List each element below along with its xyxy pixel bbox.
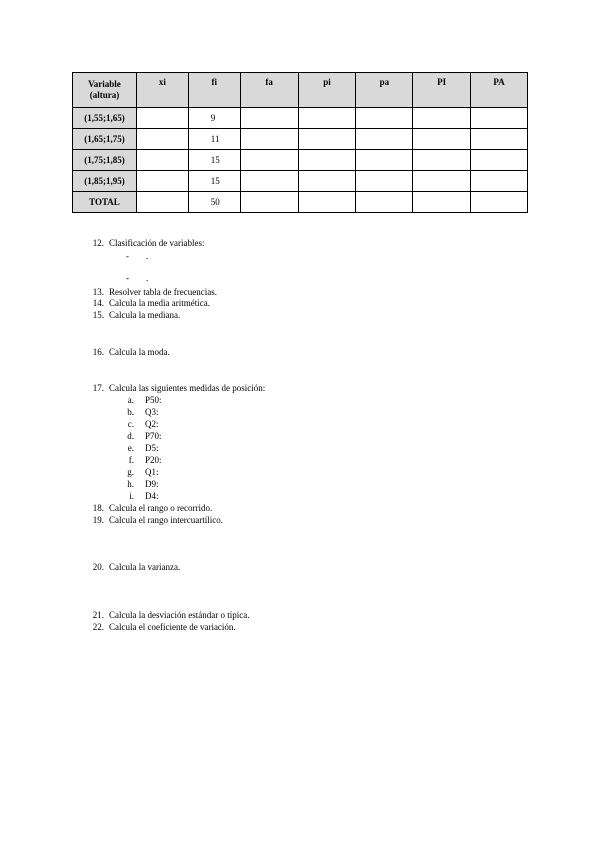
frequency-table	[72, 72, 528, 213]
cell-PA	[471, 108, 528, 129]
cell-pa	[356, 171, 413, 192]
header-variable	[73, 73, 137, 108]
row-label: (1,75;1,85)	[73, 150, 137, 171]
cell-pa	[356, 150, 413, 171]
sub-text: Q3:	[145, 407, 159, 417]
cell-PA	[471, 150, 528, 171]
row-label: (1,65;1,75)	[73, 129, 137, 150]
item-number: 22.	[92, 622, 104, 632]
table-row	[73, 171, 528, 192]
header-fa: fa	[240, 73, 298, 108]
cell-fi: 11	[188, 129, 240, 150]
table-total-row	[73, 192, 528, 213]
item-text: Calcula las siguientes medidas de posición:	[109, 383, 266, 393]
sub-text: D4:	[145, 491, 159, 501]
header-pa: pa	[356, 73, 413, 108]
item-number: 14.	[92, 298, 104, 308]
table-row	[73, 150, 528, 171]
sub-text: Q2:	[145, 419, 159, 429]
item-number: 16.	[92, 347, 104, 357]
sub-text: P70:	[145, 431, 162, 441]
item-number: 21.	[92, 610, 104, 620]
item-text: Calcula la varianza.	[109, 562, 181, 572]
row-label: (1,55;1,65)	[73, 108, 137, 129]
sub-text: P20:	[145, 455, 162, 465]
cell-xi	[136, 129, 188, 150]
cell-fa	[240, 108, 298, 129]
cell-fa	[240, 192, 298, 213]
cell-PI	[413, 129, 471, 150]
cell-fa	[240, 171, 298, 192]
item-number: 13.	[92, 287, 104, 297]
item-text: Calcula el coeficiente de variación.	[109, 622, 236, 632]
cell-xi	[136, 192, 188, 213]
total-label: TOTAL	[73, 192, 137, 213]
sub-text: D9:	[145, 479, 159, 489]
row-label: (1,85;1,95)	[73, 171, 137, 192]
sub-letter: e.	[127, 443, 134, 453]
header-xi: xi	[136, 73, 188, 108]
bullet-dash: -	[126, 251, 129, 261]
item-number: 18.	[92, 503, 104, 513]
header-fi: fi	[188, 73, 240, 108]
sub-letter: d.	[127, 431, 134, 441]
cell-pi	[298, 171, 356, 192]
cell-PA	[471, 171, 528, 192]
table-row	[73, 108, 528, 129]
item-text: Calcula el rango intercuartílico.	[109, 515, 223, 525]
item-text: Calcula la media aritmética.	[109, 298, 210, 308]
item-number: 17.	[92, 383, 104, 393]
cell-pa	[356, 108, 413, 129]
cell-pi	[298, 150, 356, 171]
item-number: 20.	[92, 562, 104, 572]
cell-PI	[413, 192, 471, 213]
cell-pi	[298, 129, 356, 150]
cell-xi	[136, 150, 188, 171]
cell-PI	[413, 150, 471, 171]
table-row	[73, 129, 528, 150]
sub-text: Q1:	[145, 467, 159, 477]
cell-fa	[240, 129, 298, 150]
cell-fi: 9	[188, 108, 240, 129]
cell-PI	[413, 108, 471, 129]
cell-pa	[356, 192, 413, 213]
item-number: 19.	[92, 515, 104, 525]
cell-fi: 15	[188, 150, 240, 171]
item-text: Resolver tabla de frecuencias.	[109, 287, 217, 297]
item-text: Calcula el rango o recorrido.	[109, 503, 213, 513]
header-variable-line2: (altura)	[89, 90, 120, 100]
cell-pi	[298, 192, 356, 213]
header-pi: pi	[298, 73, 356, 108]
sub-letter: f.	[128, 455, 134, 465]
cell-pi	[298, 108, 356, 129]
total-fi: 50	[188, 192, 240, 213]
cell-xi	[136, 171, 188, 192]
cell-PA	[471, 192, 528, 213]
bullet-dot: .	[146, 251, 149, 261]
header-variable-line1: Variable	[88, 79, 121, 89]
sub-letter: b.	[127, 407, 134, 417]
cell-fa	[240, 150, 298, 171]
sub-letter: a.	[127, 395, 134, 405]
sub-text: P50:	[145, 395, 162, 405]
sub-letter: i.	[129, 491, 134, 501]
bullet-dot: .	[146, 273, 149, 283]
sub-text: D5:	[145, 443, 159, 453]
cell-pa	[356, 129, 413, 150]
item-text: Calcula la desviación estándar o típica.	[109, 610, 250, 620]
header-PI: PI	[413, 73, 471, 108]
cell-xi	[136, 108, 188, 129]
item-text: Calcula la mediana.	[109, 310, 181, 320]
sub-letter: c.	[127, 419, 134, 429]
item-text: Calcula la moda.	[109, 347, 170, 357]
table-header-row	[73, 73, 528, 108]
item-number: 15.	[92, 310, 104, 320]
item-number: 12.	[92, 238, 104, 248]
sub-letter: g.	[127, 467, 134, 477]
sub-letter: h.	[127, 479, 134, 489]
cell-PI	[413, 171, 471, 192]
cell-PA	[471, 129, 528, 150]
item-text: Clasificación de variables:	[109, 238, 205, 248]
bullet-dash: -	[126, 273, 129, 283]
cell-fi: 15	[188, 171, 240, 192]
header-PA: PA	[471, 73, 528, 108]
